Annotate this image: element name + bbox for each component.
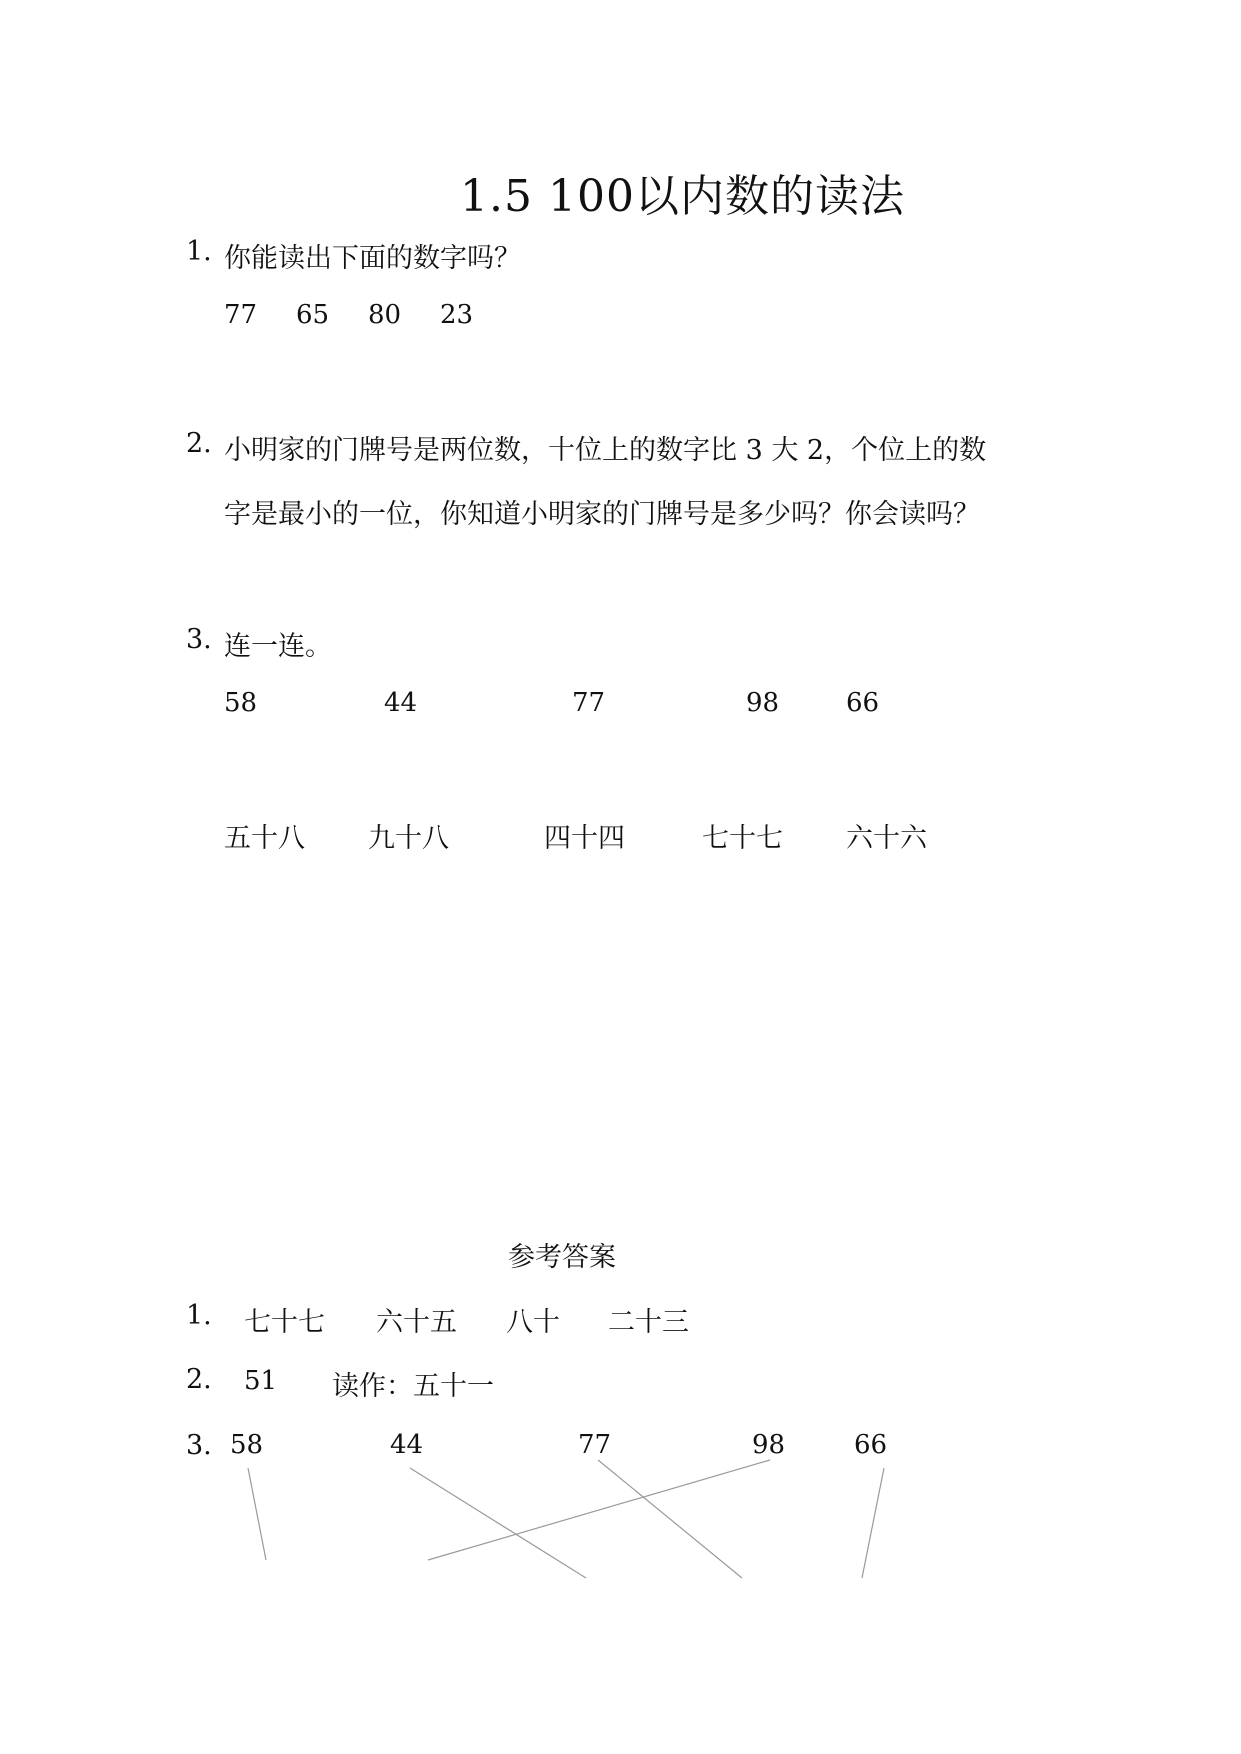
q2-text-line2: 字是最小的一位，你知道小明家的门牌号是多少吗？你会读吗？ bbox=[224, 499, 980, 530]
a2-reading: 读作：五十一 bbox=[332, 1371, 494, 1402]
a1-item: 二十三 bbox=[608, 1307, 689, 1338]
q1-number-item: 65 bbox=[296, 300, 330, 330]
connector-line-44 bbox=[410, 1468, 586, 1578]
q1-number-item: 80 bbox=[368, 300, 402, 330]
a3-number-item: 58 bbox=[230, 1430, 264, 1460]
q3-number-item: 98 bbox=[746, 688, 780, 718]
q3-text: 连一连。 bbox=[224, 631, 332, 662]
a3-number-item: 98 bbox=[752, 1430, 786, 1460]
a3-number-item: 44 bbox=[390, 1430, 424, 1460]
q1-number: 1. bbox=[186, 236, 212, 267]
a3-number-item: 66 bbox=[854, 1430, 888, 1460]
connector-line-66 bbox=[862, 1468, 884, 1578]
q1-text: 你能读出下面的数字吗？ bbox=[224, 243, 521, 274]
q3-number-item: 58 bbox=[224, 688, 258, 718]
answers-heading: 参考答案 bbox=[508, 1242, 616, 1273]
a1-item: 八十 bbox=[506, 1307, 560, 1338]
q3-word-item: 五十八 bbox=[224, 823, 305, 854]
q2-number: 2. bbox=[186, 428, 212, 459]
a1-item: 七十七 bbox=[244, 1307, 325, 1338]
connector-line-58 bbox=[248, 1468, 266, 1560]
q3-word-item: 七十七 bbox=[702, 823, 783, 854]
a2-number: 2. bbox=[186, 1364, 212, 1395]
a2-value: 51 bbox=[244, 1366, 278, 1396]
a3-number-item: 77 bbox=[578, 1430, 612, 1460]
a3-number: 3. bbox=[186, 1430, 212, 1461]
a1-item: 六十五 bbox=[376, 1307, 457, 1338]
q3-number-item: 44 bbox=[384, 688, 418, 718]
q1-number-item: 77 bbox=[224, 300, 258, 330]
connector-line-98 bbox=[428, 1460, 770, 1560]
a1-number: 1. bbox=[186, 1300, 212, 1331]
q3-word-item: 四十四 bbox=[544, 823, 625, 854]
q3-word-item: 九十八 bbox=[368, 823, 449, 854]
connector-line-77 bbox=[598, 1460, 742, 1578]
q2-text-line1: 小明家的门牌号是两位数，十位上的数字比 3 大 2，个位上的数 bbox=[224, 435, 987, 466]
q3-word-item: 六十六 bbox=[846, 823, 927, 854]
q1-number-item: 23 bbox=[440, 300, 474, 330]
page-title: 1.5 100以内数的读法 bbox=[460, 171, 905, 222]
q3-number: 3. bbox=[186, 624, 212, 655]
q3-number-item: 66 bbox=[846, 688, 880, 718]
q3-number-item: 77 bbox=[572, 688, 606, 718]
